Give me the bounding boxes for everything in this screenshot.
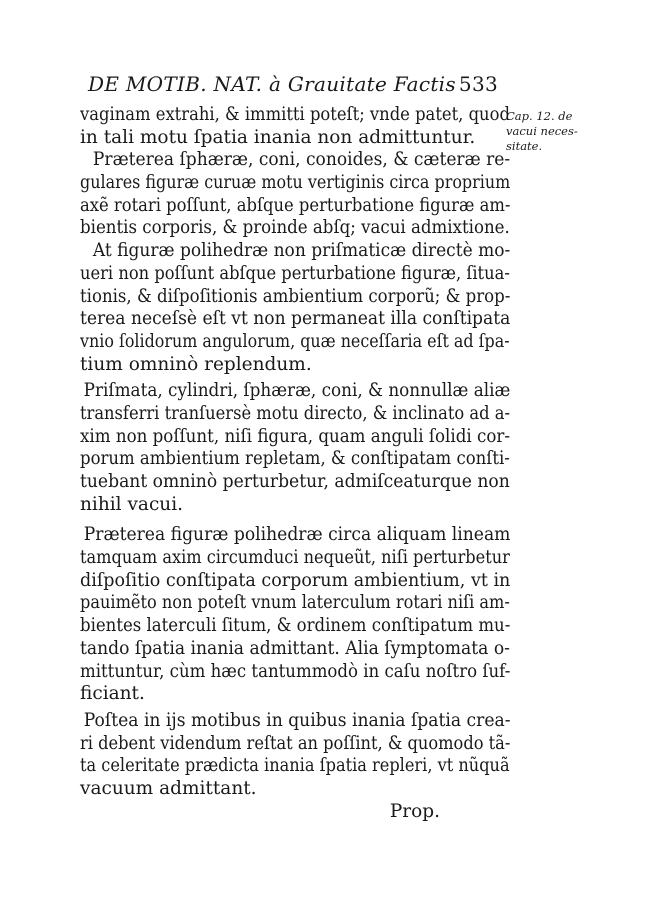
text-line: vnio ſolidorum angulorum, quæ neceſſaria eſt ad ſpa- <box>80 330 510 352</box>
text-line: Priſmata, cylindri, ſphæræ, coni, & nonnullæ aliæ <box>83 380 511 402</box>
paragraph <box>80 104 510 149</box>
text-line: vaginam extrahi, & immitti poteſt; vnde patet, quod <box>80 104 510 125</box>
text-line: transferri tranſuersè motu directo, & inclinato ad a- <box>80 402 510 424</box>
paragraph <box>80 380 510 516</box>
marginal-note <box>506 109 616 154</box>
text-line: ta celeritate prædicta inania ſpatia repleri, vt nũquã <box>80 755 510 777</box>
page-header <box>88 72 498 100</box>
paragraph <box>80 240 510 376</box>
text-line: ueri non poſſunt abſque perturbatione figuræ, ſitua- <box>80 262 510 284</box>
paragraph <box>80 149 510 240</box>
text-line: diſpoſitio conſtipata corporum ambientium, vt in <box>80 569 511 591</box>
text-line: bientis corporis, & proinde abſq; vacui admixtione. <box>80 217 510 239</box>
text-line: nihil vacui. <box>80 493 184 515</box>
text-line: bientes laterculi ſitum, & ordinem conſtipatum mu- <box>80 615 511 637</box>
text-line: pauimẽto non poteſt vnum laterculum rotari niſi am- <box>80 592 510 614</box>
catchword: Prop. <box>389 800 440 822</box>
text-line: At figuræ polihedræ non priſmaticæ directè mo- <box>92 240 511 262</box>
paragraph <box>80 524 510 706</box>
text-line: Poſtea in ijs motibus in quibus inania ſpatia crea- <box>83 709 511 731</box>
text-line: ficiant. <box>80 683 145 705</box>
text-line: gulares figuræ curuæ motu vertiginis circa proprium <box>80 172 511 194</box>
text-line: porum ambientium repletam, & conſtipatam conſti- <box>80 448 510 470</box>
text-line: Præterea ſphæræ, coni, conoides, & cæteræ re- <box>92 149 511 171</box>
text-line: mittuntur, cùm hæc tantummodò in caſu noſtro ſuf- <box>80 660 511 682</box>
paragraph <box>80 710 510 801</box>
text-line: tionis, & diſpoſitionis ambientium corporũ; & prop- <box>80 285 511 307</box>
text-line: tuebant omninò perturbetur, admiſceaturque non <box>80 471 510 492</box>
text-line: tamquam axim circumduci nequeũt, niſi perturbetur <box>80 547 510 569</box>
page-number: 533 <box>458 72 498 96</box>
marginal-note-line: sitate. <box>506 139 543 153</box>
text-line: ri debent videndum reſtat an poſſint, & quomodo tã- <box>80 732 511 754</box>
text-line: axẽ rotari poſſunt, abſque perturbatione figuræ am- <box>80 194 511 216</box>
marginal-note-line: vacui neces- <box>506 124 578 138</box>
text-line: xim non poſſunt, niſi figura, quam anguli ſolidi cor- <box>80 425 510 447</box>
text-line: in tali motu ſpatia inania non admittuntur. <box>80 126 476 148</box>
text-line: tium omninò replendum. <box>80 353 312 375</box>
marginal-note-line: Cap. 12. de <box>506 109 573 123</box>
body-text <box>80 104 510 823</box>
text-line: Præterea figuræ polihedræ circa aliquam lineam <box>83 524 511 546</box>
text-line: terea neceſsè eſt vt non permaneat illa conſtipata <box>80 308 511 330</box>
text-line: vacuum admittant. <box>80 777 257 799</box>
text-line: tando ſpatia inania admittant. Alia ſymptomata o- <box>80 637 510 659</box>
running-title: DE MOTIB. NAT. à Grauitate Factis <box>88 72 456 96</box>
